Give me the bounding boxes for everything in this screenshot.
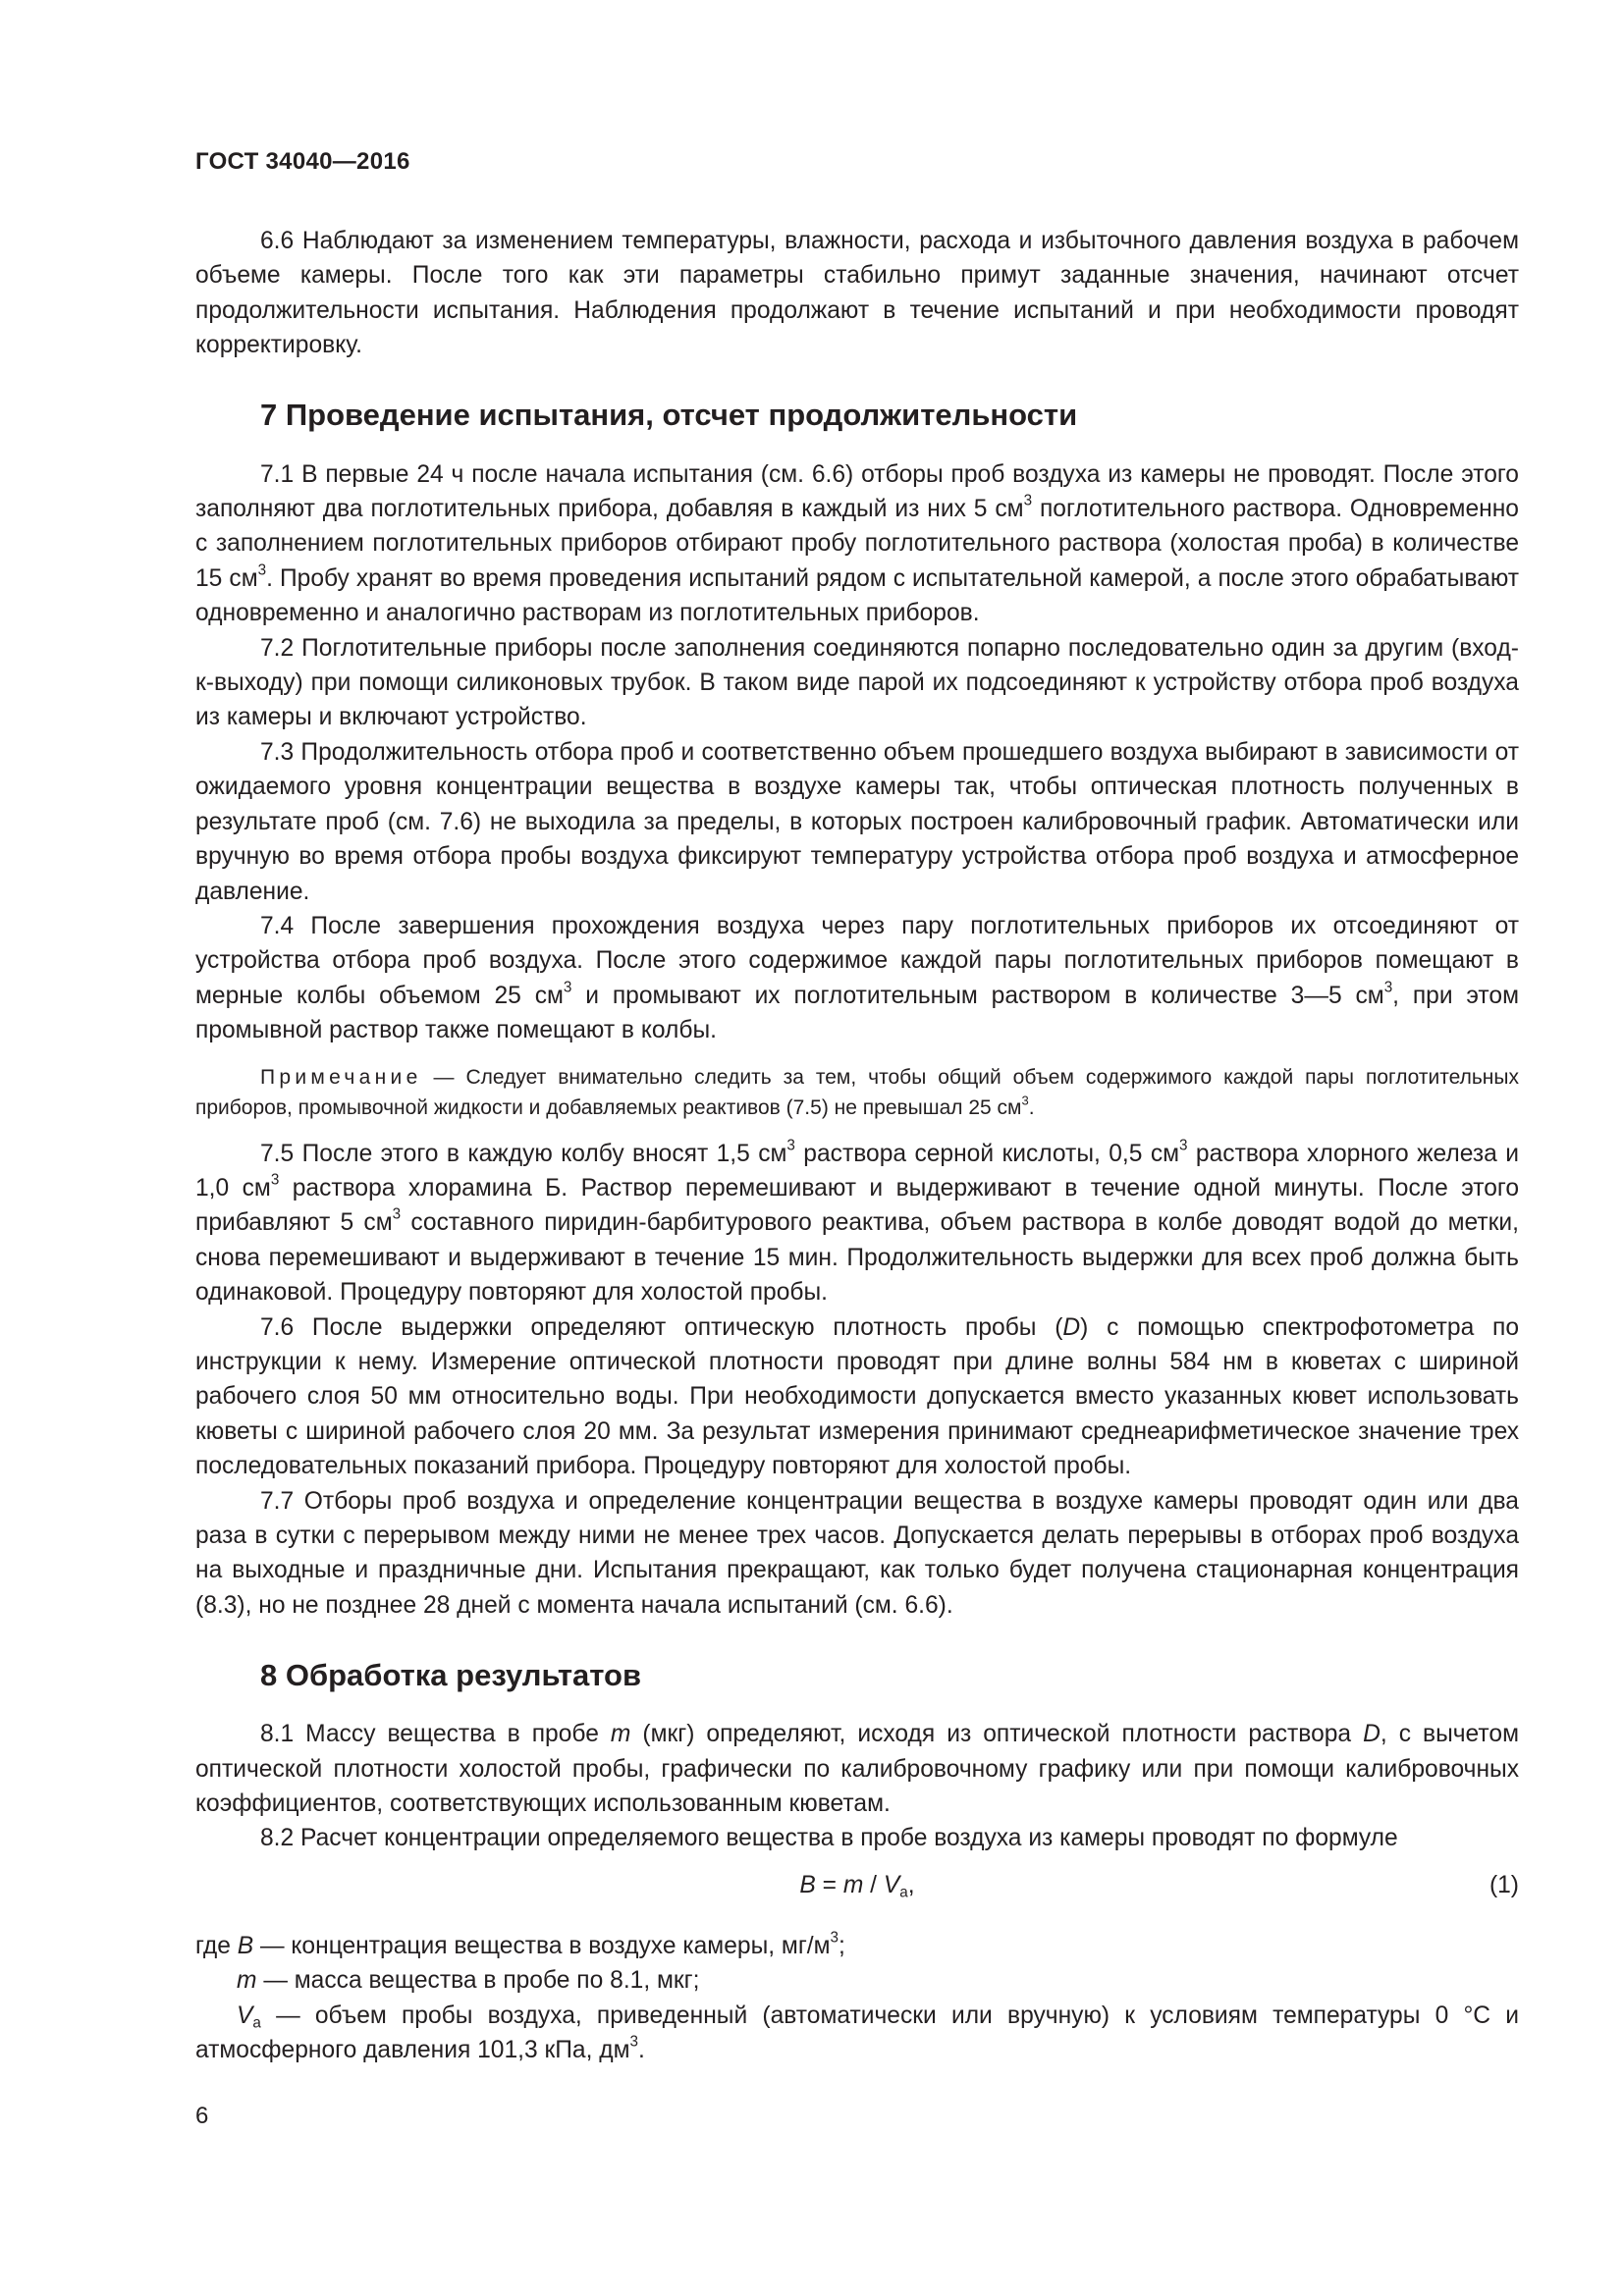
note-label: Примечание <box>260 1065 422 1089</box>
paragraph-7-6: 7.6 После выдержки определяют оптическую плотность пробы (D) с помощью спектрофотометра по инструкции к нему. Измерение оптической плотности проводят при длине волны 584 нм в кюветах с шириной рабочего слоя 50 мм относительно воды. При необходимости допускается вместо указанных кювет использовать кюветы с шириной рабочего слоя 20 мм. За результат измерения принимают среднеарифметическое значение трех последовательных показаний прибора. Процедуру повторяют для холостой пробы. <box>195 1313 1519 1480</box>
legend-B: где B — концентрация вещества в воздухе камеры, $мг/м^3$; <box>195 1929 845 1959</box>
section-7-heading: 7 Проведение испытания, отсчет продолжительности <box>260 397 1078 432</box>
paragraph-7-3: 7.3 Продолжительность отбора проб и соответственно объем прошедшего воздуха выбирают в зависимости от ожидаемого уровня концентрации вещества в воздухе камеры так, чтобы оптическая плотность полученных в результате проб (см. 7.6) не выходила за пределы, в которых построен калибровочный график. Автоматически или вручную во время отбора пробы воздуха фиксируют температуру устройства отбора проб воздуха и атмосферное давление. <box>195 738 1519 905</box>
paragraph-7-1: 7.1 В первые 24 ч после начала испытания (см. 6.6) отборы проб воздуха из камеры не проводят. После этого заполняют два поглотительных прибора, добавляя в каждый из них 5 $см^3$ поглотительного раствора. Одновременно с заполнением поглотительных приборов отбирают пробу поглотительного раствора (холостая проба) в количестве 15 $см^3$. Пробу хранят во время проведения испытаний рядом с испытательной камерой, а после этого обрабатывают одновременно и аналогично растворам из поглотительных приборов. <box>195 460 1519 627</box>
paragraph-8-1: 8.1 Массу вещества в пробе m (мкг) определяют, исходя из оптической плотности раствора D, с вычетом оптической плотности холостой пробы, графически по калибровочному графику или при помощи калибровочных коэффициентов, соответствующих использованным кюветам. <box>195 1721 1519 1818</box>
formula-legend <box>195 1929 1519 2068</box>
formula-expression: $B = m / V_a$, <box>799 1871 915 1901</box>
formula-1 <box>195 1868 1519 1913</box>
document-header: ГОСТ 34040—2016 <box>195 148 410 175</box>
paragraph-7-2: 7.2 Поглотительные приборы после заполнения соединяются попарно последовательно один за другим (вход-к-выходу) при помощи силиконовых трубок. В таком виде парой их подсоединяют к устройству отбора проб воздуха из камеры и включают устройство. <box>195 634 1519 731</box>
paragraph-7-4: 7.4 После завершения прохождения воздуха через пару поглотительных приборов их отсоединяют от устройства отбора проб воздуха. После этого содержимое каждой пары поглотительных приборов помещают в мерные колбы объемом 25 $см^3$ и промывают их поглотительным раствором в количестве 3—5 $см^3$, при этом промывной раствор также помещают в колбы. <box>195 912 1520 1044</box>
paragraph-6-6: 6.6 Наблюдают за изменением температуры, влажности, расхода и избыточного давления воздуха в рабочем объеме камеры. После того как эти параметры стабильно примут заданные значения, начинают отсчет продолжительности испытания. Наблюдения продолжают в течение испытаний и при необходимости проводят корректировку. <box>195 228 1519 359</box>
formula-number: (1) <box>1489 1871 1519 1898</box>
document-body <box>195 224 1519 2067</box>
paragraph-7-5: 7.5 После этого в каждую колбу вносят 1,5 $см^3$ раствора серной кислоты, 0,5 $см^3$ раствора хлорного железа и 1,0 $см^3$ раствора хлорамина Б. Раствор перемешивают и выдерживают в течение одной минуты. После этого прибавляют 5 $см^3$ составного пиридин-барбитурового реактива, объем раствора в колбе доводят водой до метки, снова перемешивают и выдерживают в течение 15 мин. Продолжительность выдержки для всех проб должна быть одинаковой. Процедуру повторяют для холостой пробы. <box>195 1137 1520 1307</box>
page-number: 6 <box>195 2103 209 2129</box>
paragraph-8-2: 8.2 Расчет концентрации определяемого вещества в пробе воздуха из камеры проводят по формуле <box>260 1825 1398 1852</box>
note-7-4: Примечание — Следует внимательно следить за тем, чтобы общий объем содержимого каждой пары поглотительных приборов, промывочной жидкости и добавляемых реактивов (7.5) не превышал 25 $см^3$. <box>195 1065 1519 1119</box>
legend-m: m — масса вещества в пробе по 8.1, мкг; <box>237 1967 700 1995</box>
section-8-heading: 8 Обработка результатов <box>260 1658 642 1693</box>
paragraph-7-7: 7.7 Отборы проб воздуха и определение концентрации вещества в воздухе камеры проводят один или два раза в сутки с перерывом между ними не менее трех часов. Допускается делать перерывы в отборах проб воздуха на выходные и праздничные дни. Испытания прекращают, как только будет получена стационарная концентрация (8.3), но не позднее 28 дней с момента начала испытаний (см. 6.6). <box>195 1487 1519 1619</box>
legend-V: $V_a$ — объем пробы воздуха, приведенный (автоматически или вручную) к условиям температуры 0 °С и атмосферного давления 101,3 кПа, $дм^3$. <box>195 2002 1519 2064</box>
